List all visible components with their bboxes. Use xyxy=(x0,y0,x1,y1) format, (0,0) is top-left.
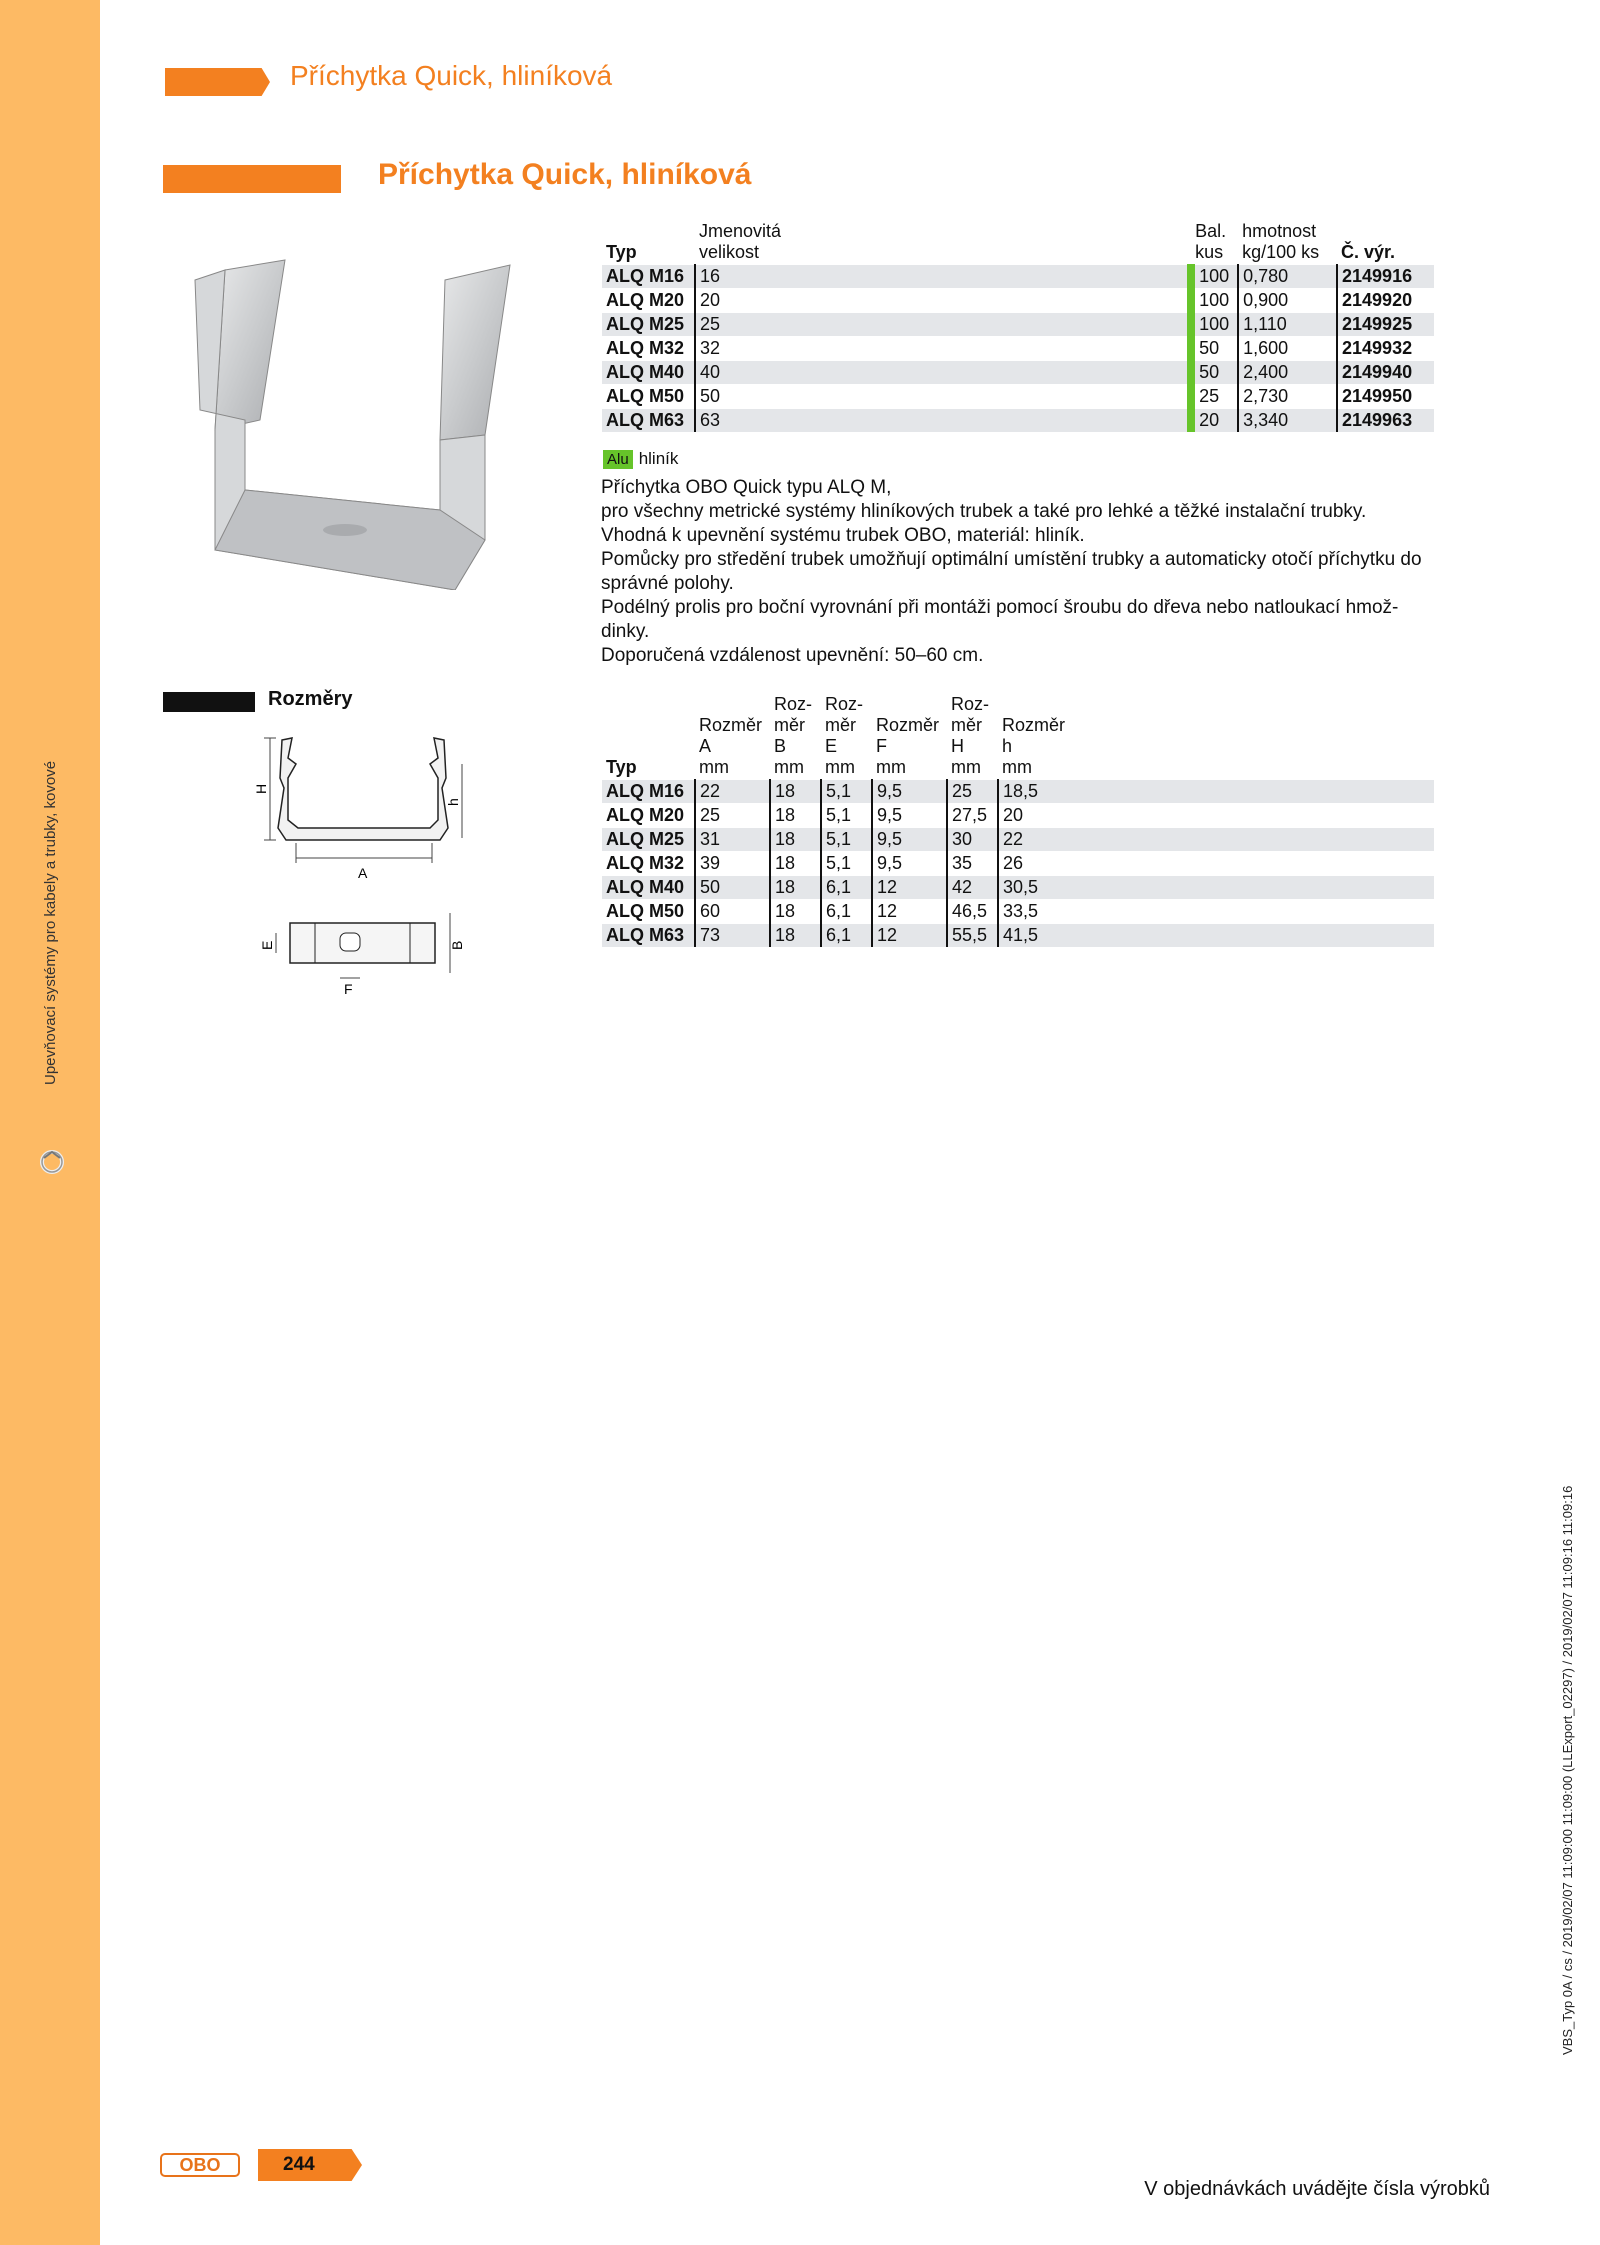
sidebar-category-text: Upevňovací systémy pro kabely a trubky, kovové xyxy=(42,760,59,1085)
dimension-drawing xyxy=(240,728,490,998)
label-H: H xyxy=(253,783,269,794)
col-weight-header: hmotnost kg/100 ks xyxy=(1242,221,1320,262)
material-label: hliník xyxy=(638,449,679,468)
col-art-header: Č. výr. xyxy=(1341,242,1396,262)
label-h: h xyxy=(445,798,461,806)
dim-col-h-header: Rozměr h mm xyxy=(1002,715,1066,777)
label-B: B xyxy=(449,940,465,950)
dimensions-bar xyxy=(163,692,255,712)
obo-logo xyxy=(160,2153,240,2177)
dimensions-table xyxy=(602,693,1434,947)
product-table xyxy=(602,220,1434,432)
table-row: ALQ M32 32 50 1,600 2149932 xyxy=(602,337,1434,361)
label-F: F xyxy=(344,981,353,997)
category-icon xyxy=(38,1148,66,1176)
table-row: ALQ M40 40 50 2,400 2149940 xyxy=(602,361,1434,385)
section-bar xyxy=(163,165,341,193)
print-metadata: VBS_Typ 0A / cs / 2019/02/07 11:09:00 11:09:00 (LLExport_02297) / 2019/02/07 11:09:16 11:09:16 xyxy=(1560,1485,1575,2055)
page-number: 244 xyxy=(283,2154,315,2175)
table-row: ALQ M16 16 100 0,780 2149916 xyxy=(602,265,1434,289)
table-row: ALQ M25 25 100 1,110 2149925 xyxy=(602,313,1434,337)
section-title: Příchytka Quick, hliníková xyxy=(378,158,752,191)
table-row: ALQ M16 22 18 5,1 9,5 25 18,5 xyxy=(602,780,1434,804)
table-row: ALQ M32 39 18 5,1 9,5 35 26 xyxy=(602,852,1434,876)
description-line: Doporučená vzdálenost upevnění: 50–60 cm. xyxy=(601,645,984,666)
table-row: ALQ M50 60 18 6,1 12 46,5 33,5 xyxy=(602,900,1434,924)
dim-col-A-header: Rozměr A mm xyxy=(699,715,763,777)
product-image xyxy=(185,240,570,590)
table-row: ALQ M63 63 20 3,340 2149963 xyxy=(602,409,1434,433)
col-size-header: Jmenovitá velikost xyxy=(698,221,782,262)
table-row: ALQ M63 73 18 6,1 12 55,5 41,5 xyxy=(602,924,1434,948)
footer-note: V objednávkách uvádějte čísla výrobků xyxy=(1144,2178,1490,2200)
header-tab-marker xyxy=(165,68,270,96)
dim-col-B-header: Roz- měr B mm xyxy=(774,694,813,777)
label-A: A xyxy=(358,865,368,881)
col-typ-header: Typ xyxy=(606,242,637,262)
table-row: ALQ M20 25 18 5,1 9,5 27,5 20 xyxy=(602,804,1434,828)
dimensions-title: Rozměry xyxy=(268,688,353,710)
table-row: ALQ M25 31 18 5,1 9,5 30 22 xyxy=(602,828,1434,852)
label-E: E xyxy=(259,940,275,950)
dim-col-F-header: Rozměr F mm xyxy=(876,715,940,777)
dim-col-H-header: Roz- měr H mm xyxy=(951,694,990,777)
description-line: Vhodná k upevnění systému trubek OBO, materiál: hliník. xyxy=(601,525,1085,546)
description-line: Příchytka OBO Quick typu ALQ M, xyxy=(601,477,892,498)
table-row: ALQ M40 50 18 6,1 12 42 30,5 xyxy=(602,876,1434,900)
material-legend xyxy=(603,449,678,469)
dim-col-typ-header: Typ xyxy=(606,757,637,777)
svg-text:OBO: OBO xyxy=(179,2155,221,2175)
description-line: Pomůcky pro středění trubek umožňují optimální umístění trubky a automaticky otočí příchytku do správné polohy. xyxy=(601,549,1422,594)
page-title: Příchytka Quick, hliníková xyxy=(290,60,613,91)
product-description xyxy=(601,476,1441,668)
col-pack-header: Bal. kus xyxy=(1195,221,1227,262)
table-row: ALQ M50 50 25 2,730 2149950 xyxy=(602,385,1434,409)
description-line: Podélný prolis pro boční vyrovnání při montáži pomocí šroubu do dřeva nebo natloukací hmož-dinky. xyxy=(601,597,1399,642)
dim-col-E-header: Roz- měr E mm xyxy=(825,694,864,777)
material-badge: Alu xyxy=(603,450,633,469)
description-line: pro všechny metrické systémy hliníkových trubek a také pro lehké a těžké instalační trubky. xyxy=(601,501,1367,522)
sidebar-band xyxy=(0,0,100,2245)
table-row: ALQ M20 20 100 0,900 2149920 xyxy=(602,289,1434,313)
